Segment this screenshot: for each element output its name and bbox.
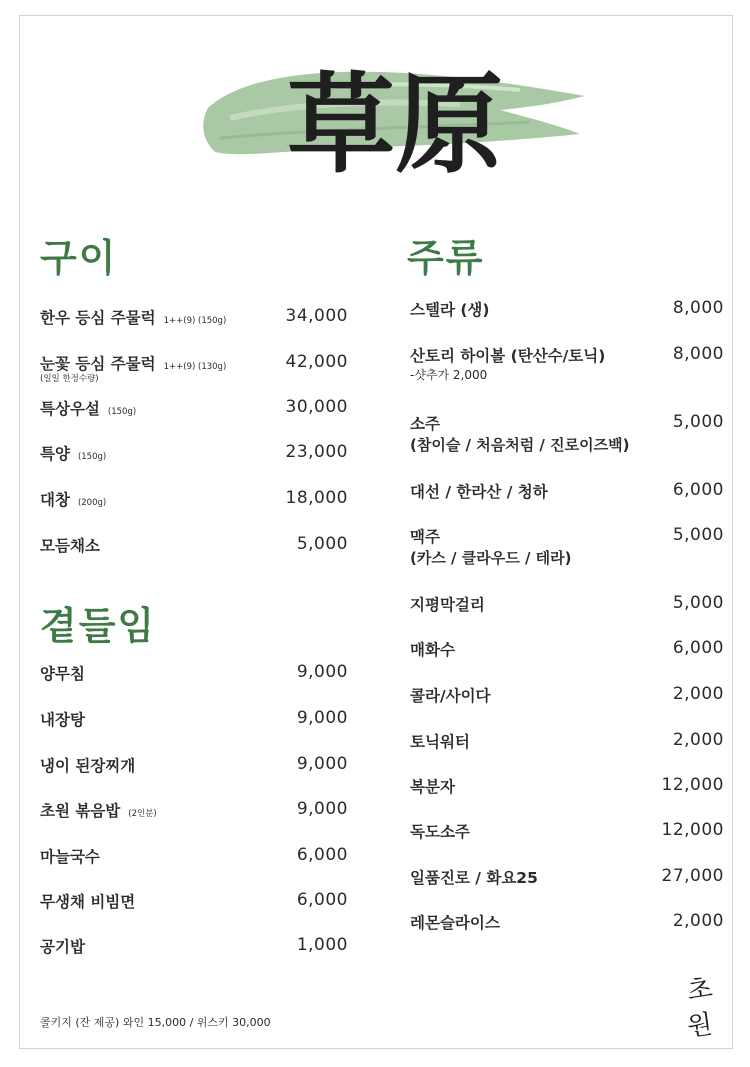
- logo-text: 草原: [286, 62, 504, 188]
- item-price: 6,000: [672, 480, 724, 500]
- item-name: 대선 / 한라산 / 청하: [410, 483, 548, 501]
- item-name: 초원 볶음밥 (2인분): [40, 802, 157, 820]
- item-name: 마늘국수: [40, 848, 100, 866]
- menu-item: [40, 534, 348, 564]
- item-price: 12,000: [661, 820, 724, 840]
- item-price: 2,000: [672, 684, 724, 704]
- menu-item: [40, 397, 348, 427]
- menu-item: [40, 799, 348, 829]
- menu-item: [40, 352, 348, 382]
- handwritten-signature: [670, 968, 732, 1048]
- menu-item: [40, 754, 348, 784]
- menu-item: [410, 344, 724, 382]
- item-price: 12,000: [661, 775, 724, 795]
- menu-item: [40, 935, 348, 965]
- item-name: 소주: [410, 415, 440, 433]
- item-price: 1,000: [296, 935, 348, 955]
- corkage-note: 콜키지 (잔 제공) 와인 15,000 / 위스키 30,000: [40, 1016, 271, 1029]
- item-price: 27,000: [661, 866, 724, 886]
- menu-item: [410, 775, 724, 805]
- item-name: 내장탕: [40, 711, 85, 729]
- item-price: 2,000: [672, 730, 724, 750]
- menu-item: [410, 412, 724, 454]
- item-name: 한우 등심 주물럭 1++(9) (150g): [40, 309, 227, 327]
- item-price: 23,000: [285, 442, 348, 462]
- signature-char-1: 초: [685, 973, 715, 1007]
- item-name: 매화수: [410, 641, 455, 659]
- item-price: 6,000: [296, 890, 348, 910]
- item-name: 양무침: [40, 665, 85, 683]
- item-name: 독도소주: [410, 823, 470, 841]
- item-price: 9,000: [296, 754, 348, 774]
- item-price: 6,000: [296, 845, 348, 865]
- item-name: 지평막걸리: [410, 596, 485, 614]
- item-subnote: (참이슬 / 처음처럼 / 진로이즈백): [410, 436, 630, 454]
- item-price: 42,000: [285, 352, 348, 372]
- item-name: 스텔라 (생): [410, 301, 490, 319]
- menu-item: [410, 730, 724, 760]
- item-name: 특양 (150g): [40, 445, 107, 463]
- section-title-grill: 구이: [40, 236, 118, 280]
- signature-char-2: 원: [685, 1009, 715, 1043]
- section-title-sides: 곁들임: [40, 604, 157, 648]
- menu-item: [410, 298, 724, 328]
- menu-item: [410, 525, 724, 567]
- menu-item: [410, 593, 724, 623]
- item-note: 1++(9) (150g): [163, 316, 227, 326]
- item-price: 2,000: [672, 911, 724, 931]
- item-note: (200g): [77, 498, 107, 508]
- item-price: 18,000: [285, 488, 348, 508]
- item-name: 냉이 된장찌개: [40, 757, 136, 775]
- item-name: 눈꽃 등심 주물럭 1++(9) (130g): [40, 355, 227, 373]
- item-name: 공기밥: [40, 938, 85, 956]
- item-name: 토닉워터: [410, 733, 470, 751]
- item-name: 대창 (200g): [40, 491, 107, 509]
- menu-item: [40, 488, 348, 518]
- item-price: 5,000: [672, 525, 724, 545]
- menu-item: [410, 684, 724, 714]
- item-price: 9,000: [296, 708, 348, 728]
- item-price: 5,000: [672, 593, 724, 613]
- item-price: 30,000: [285, 397, 348, 417]
- menu-item: [40, 442, 348, 472]
- item-price: 9,000: [296, 799, 348, 819]
- menu-item: [40, 708, 348, 738]
- menu-item: [410, 638, 724, 668]
- item-note: (150g): [107, 407, 137, 417]
- menu-item: [410, 820, 724, 850]
- item-name: 레몬슬라이스: [410, 914, 500, 932]
- item-price: 9,000: [296, 662, 348, 682]
- item-subnote: (일일 한정수량): [40, 374, 99, 384]
- item-name: 산토리 하이볼 (탄산수/토닉): [410, 347, 606, 365]
- brush-calligraphy-logo: [200, 30, 600, 190]
- item-price: 34,000: [285, 306, 348, 326]
- item-note: 1++(9) (130g): [163, 362, 227, 372]
- item-note: (150g): [77, 452, 107, 462]
- item-name: 무생채 비빔면: [40, 893, 136, 911]
- menu-item: [410, 480, 724, 510]
- menu-item: [40, 662, 348, 692]
- item-price: 8,000: [672, 344, 724, 364]
- item-name: 특상우설 (150g): [40, 400, 137, 418]
- section-title-drinks: 주류: [407, 236, 485, 280]
- item-subnote: -샷추가 2,000: [410, 368, 488, 382]
- item-price: 6,000: [672, 638, 724, 658]
- item-subnote: (카스 / 클라우드 / 테라): [410, 549, 572, 567]
- item-note: (2인분): [128, 809, 157, 819]
- menu-item: [40, 845, 348, 875]
- menu-item: [40, 890, 348, 920]
- menu-item: [40, 306, 348, 336]
- menu-item: [410, 911, 724, 941]
- item-name: 맥주: [410, 528, 440, 546]
- item-name: 콜라/사이다: [410, 687, 491, 705]
- item-name: 모듬채소: [40, 537, 100, 555]
- item-price: 8,000: [672, 298, 724, 318]
- item-price: 5,000: [672, 412, 724, 432]
- menu-item: [410, 866, 724, 896]
- item-name: 복분자: [410, 778, 455, 796]
- item-name: 일품진로 / 화요25: [410, 869, 538, 887]
- item-price: 5,000: [296, 534, 348, 554]
